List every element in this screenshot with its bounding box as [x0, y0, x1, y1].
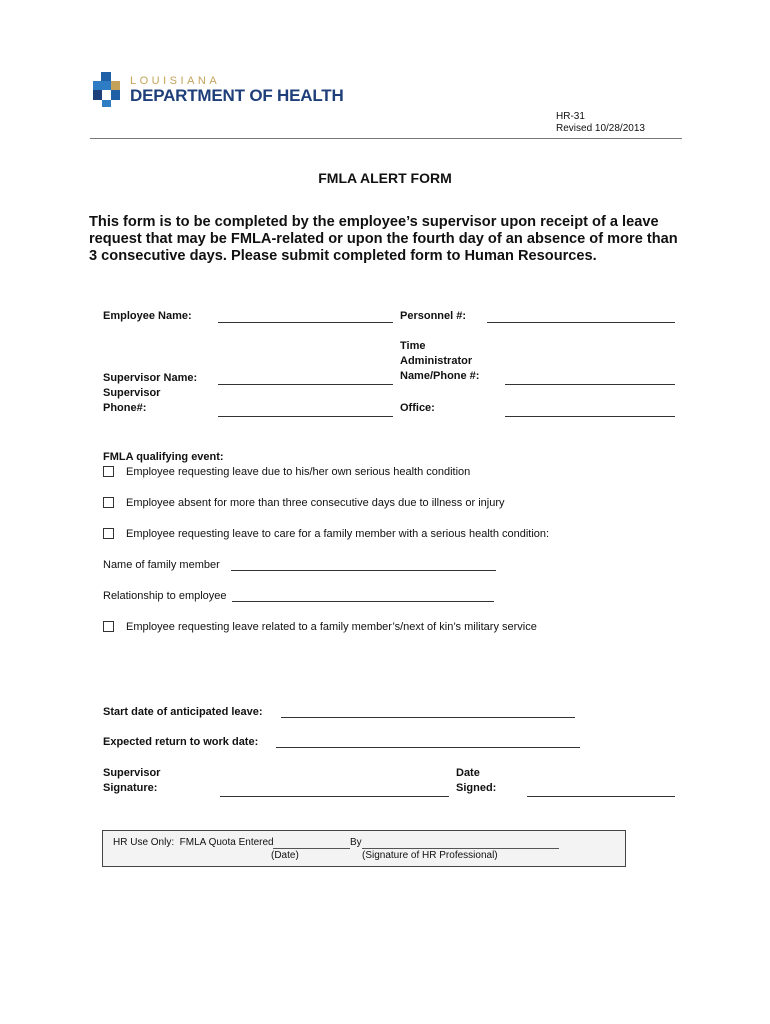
form-number-block: [556, 111, 645, 135]
supervisor-phone-label-2: Phone#:: [103, 402, 147, 414]
office-label: Office:: [400, 402, 435, 414]
header-rule: [90, 138, 682, 139]
date-signed-label-1: Date: [456, 767, 480, 779]
hr-signature-caption: (Signature of HR Professional): [362, 850, 498, 861]
start-date-field[interactable]: [281, 717, 575, 718]
logo-state-text: LOUISIANA: [130, 75, 221, 87]
logo-department-text: DEPARTMENT OF HEALTH: [130, 86, 344, 105]
supervisor-phone-label-1: Supervisor: [103, 387, 161, 399]
return-date-field[interactable]: [276, 747, 580, 748]
time-admin-label-3: Name/Phone #:: [400, 370, 480, 382]
family-care-checkbox[interactable]: [103, 528, 114, 539]
supervisor-name-field[interactable]: [218, 384, 393, 385]
own-health-checkbox[interactable]: [103, 466, 114, 477]
fmla-event-heading: FMLA qualifying event:: [103, 451, 224, 463]
supervisor-phone-label: [103, 386, 160, 416]
absent-label: Employee absent for more than three consecutive days due to illness or injury: [126, 497, 505, 509]
supervisor-name-label: Supervisor Name:: [103, 372, 198, 384]
supervisor-signature-label-1: Supervisor: [103, 767, 161, 779]
date-signed-field[interactable]: [527, 796, 675, 797]
time-admin-label-1: Time: [400, 340, 426, 352]
family-care-label: Employee requesting leave to care for a family member with a serious health condition:: [126, 528, 550, 540]
employee-name-label: Employee Name:: [103, 310, 192, 322]
absent-checkbox[interactable]: [103, 497, 114, 508]
start-date-label: Start date of anticipated leave:: [103, 706, 263, 718]
hr-quota-label: HR Use Only: FMLA Quota Entered: [113, 837, 274, 848]
relationship-label: Relationship to employee: [103, 590, 227, 602]
own-health-label: Employee requesting leave due to his/her own serious health condition: [126, 466, 471, 478]
form-number: HR-31: [556, 111, 585, 122]
supervisor-signature-label-2: Signature:: [103, 782, 158, 794]
return-date-label: Expected return to work date:: [103, 736, 259, 748]
supervisor-signature-field[interactable]: [220, 796, 449, 797]
hr-date-caption: (Date): [271, 850, 299, 861]
military-label: Employee requesting leave related to a family member’s/next of kin’s military service: [126, 621, 537, 633]
time-admin-field[interactable]: [505, 384, 675, 385]
instructions: This form is to be completed by the employee’s supervisor upon receipt of a leave request that may be FMLA-related or upon the fourth day of an absence of more than 3 consecutive days. Please submit completed form to Human Resources.: [89, 214, 678, 264]
time-admin-label-2: Administrator: [400, 355, 473, 367]
date-signed-label-2: Signed:: [456, 782, 497, 794]
relationship-field[interactable]: [232, 601, 494, 602]
time-admin-label: [400, 339, 479, 384]
supervisor-signature-label: [103, 766, 160, 796]
revised-date: Revised 10/28/2013: [556, 123, 645, 134]
date-signed-label: [456, 766, 496, 796]
military-checkbox[interactable]: [103, 621, 114, 632]
personnel-label: Personnel #:: [400, 310, 467, 322]
personnel-field[interactable]: [487, 322, 675, 323]
supervisor-phone-field[interactable]: [218, 416, 393, 417]
office-field[interactable]: [505, 416, 675, 417]
employee-name-field[interactable]: [218, 322, 393, 323]
form-title: FMLA ALERT FORM: [318, 170, 452, 186]
hr-use-box: [102, 830, 626, 867]
family-member-label: Name of family member: [103, 559, 220, 571]
hr-by-label: By: [350, 837, 362, 848]
family-member-field[interactable]: [231, 570, 496, 571]
